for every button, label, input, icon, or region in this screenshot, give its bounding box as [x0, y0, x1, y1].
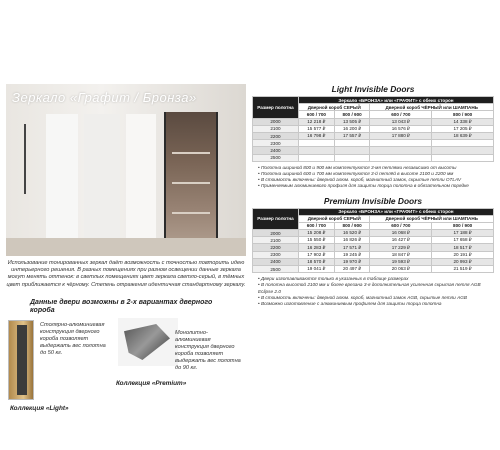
- price-cell: 20 063 ₽: [370, 266, 432, 273]
- price-cell: 12 218 ₽: [299, 118, 335, 125]
- size-header: Размер полотна: [253, 97, 299, 119]
- box-black-header: Дверной короб ЧЁРНЫЙ или ШАМПАНЬ: [370, 104, 494, 111]
- collection-premium-label: Коллекция «Premium»: [116, 380, 187, 387]
- size-cell: 2000: [253, 230, 299, 237]
- light-profile-image: [8, 320, 34, 400]
- size-cell: 2500: [253, 154, 299, 161]
- door-panel-graphic: [84, 114, 120, 256]
- width-header: 600 / 700: [299, 222, 335, 229]
- price-cell: 17 557 ₽: [334, 132, 370, 139]
- light-profile-text: Столярно-алюминиевая конструкция дверного короба позволяет выдержать вес полотна до 50 кг.: [40, 322, 106, 356]
- table-row: [253, 258, 494, 265]
- price-cell: 15 550 ₽: [299, 237, 335, 244]
- size-cell: 2200: [253, 244, 299, 251]
- size-header: Размер полотна: [253, 208, 299, 230]
- premium-notes: [258, 276, 494, 307]
- width-header: 600 / 700: [370, 222, 432, 229]
- price-cell: 16 520 ₽: [334, 230, 370, 237]
- table-row: [253, 125, 494, 132]
- price-tables: [252, 84, 494, 313]
- light-price-table: [252, 96, 494, 162]
- floor-lamp-graphic: [24, 124, 26, 194]
- width-header: 800 / 900: [432, 111, 494, 118]
- table-row: [253, 132, 494, 139]
- hero-title: Зеркало «Графит / Бронза»: [12, 90, 197, 105]
- door-panel-graphic: [126, 114, 156, 256]
- table-row: [253, 140, 494, 147]
- price-cell: 19 245 ₽: [334, 251, 370, 258]
- light-notes: [258, 165, 494, 190]
- size-cell: 2100: [253, 125, 299, 132]
- table-row: [253, 230, 494, 237]
- price-cell: 19 970 ₽: [334, 258, 370, 265]
- variants-heading: Данные двери возможны в 2-х вариантах дверного короба: [30, 299, 213, 314]
- width-header: 600 / 700: [370, 111, 432, 118]
- mirror-door-photo: [6, 84, 246, 256]
- mirror-description: Использование тонированных зеркал даёт возможность с точностью повторить идею интерьерного решения. В разных помещениях при разном освещении данные зеркала могут менять оттенок: в светлых помещениях цвет зеркала светло-серый, в тёмных цвет приближается к чёрному. Степень отражения идентичная стандартному зеркалу.: [6, 260, 246, 288]
- note-item: • Полотна шириной 800 и 900 мм комплектуются 3-мя петлями независимо от высоты: [258, 165, 494, 171]
- price-cell: 15 208 ₽: [299, 230, 335, 237]
- price-cell: 17 880 ₽: [370, 132, 432, 139]
- price-cell: 17 188 ₽: [432, 230, 494, 237]
- note-item: • Возможно изготовление с алюминиевым профилем для защиты торца полотна: [258, 301, 494, 307]
- price-cell: 18 517 ₽: [432, 244, 494, 251]
- note-item: • В полотна высотой 2100 мм и более врезана 3-я дополнительная усиленная скрытая петля AGB Eclipse 2.0: [258, 282, 494, 294]
- table-row: [253, 154, 494, 161]
- price-cell: 17 205 ₽: [432, 125, 494, 132]
- price-cell: 19 593 ₽: [370, 258, 432, 265]
- collection-light-label: Коллекция «Light»: [10, 405, 69, 412]
- size-cell: 2200: [253, 132, 299, 139]
- table-row: [253, 266, 494, 273]
- premium-section-title: Premium Invisible Doors: [323, 195, 423, 206]
- price-cell: 18 570 ₽: [299, 258, 335, 265]
- premium-price-table: [252, 208, 494, 274]
- price-cell: 16 068 ₽: [370, 230, 432, 237]
- box-gray-header: Дверной короб СЕРЫЙ: [299, 215, 370, 222]
- price-cell: 20 191 ₽: [432, 251, 494, 258]
- width-header: 800 / 900: [334, 222, 370, 229]
- light-section-title: Light Invisible Doors: [331, 84, 415, 94]
- price-cell: 20 497 ₽: [334, 266, 370, 273]
- premium-profile-text: Монолитно-алюминиевая конструкция дверного короба позволяет выдержать вес полотна до 90 кг.: [175, 330, 241, 371]
- price-cell: 21 519 ₽: [432, 266, 494, 273]
- width-header: 800 / 900: [432, 222, 494, 229]
- table-row: [253, 251, 494, 258]
- table-row: [253, 244, 494, 251]
- box-gray-header: Дверной короб СЕРЫЙ: [299, 104, 370, 111]
- bronze-mirror-door-graphic: [164, 112, 218, 256]
- price-cell: 16 576 ₽: [370, 125, 432, 132]
- size-cell: 2300: [253, 140, 299, 147]
- note-item: • Применяемым алюминиевого профиля для защиты торца полотна в обязательном порядке: [258, 183, 494, 189]
- size-cell: 2300: [253, 251, 299, 258]
- table-row: [253, 118, 494, 125]
- price-cell: 17 902 ₽: [299, 251, 335, 258]
- price-cell: 18 639 ₽: [432, 132, 494, 139]
- price-cell: 16 283 ₽: [299, 244, 335, 251]
- note-item: • В стоимость включены: дверной алюм. короб, магнитный замок, скрытые петли OTLAV: [258, 177, 494, 183]
- note-item: • Двери изготавливаются только в указанных в таблице размерах: [258, 276, 494, 282]
- price-cell: 19 041 ₽: [299, 266, 335, 273]
- price-cell: 16 798 ₽: [299, 132, 335, 139]
- table-row: [253, 237, 494, 244]
- price-cell: 20 993 ₽: [432, 258, 494, 265]
- mirror-header: Зеркало «БРОНЗА» или «ГРАФИТ» с обеих сторон: [299, 208, 494, 215]
- mirror-header: Зеркало «БРОНЗА» или «ГРАФИТ» с обеих сторон: [299, 97, 494, 104]
- premium-profile-image: [118, 318, 178, 366]
- price-cell: 14 338 ₽: [432, 118, 494, 125]
- price-cell: 17 229 ₽: [370, 244, 432, 251]
- box-black-header: Дверной короб ЧЁРНЫЙ или ШАМПАНЬ: [370, 215, 494, 222]
- note-item: • В стоимость включены: дверной алюм. короб, магнитный замок AGB, скрытые петли AGB: [258, 295, 494, 301]
- size-cell: 2000: [253, 118, 299, 125]
- size-cell: 2500: [253, 266, 299, 273]
- price-cell: 16 200 ₽: [334, 125, 370, 132]
- width-header: 800 / 900: [334, 111, 370, 118]
- size-cell: 2100: [253, 237, 299, 244]
- price-cell: 13 043 ₽: [370, 118, 432, 125]
- note-item: • Полотна шириной 600 и 700 мм комплектуются 3-й петлёй в высоте 2100 и 2200 мм: [258, 171, 494, 177]
- price-cell: 17 658 ₽: [432, 237, 494, 244]
- floor-graphic: [6, 238, 246, 256]
- price-cell: 13 505 ₽: [334, 118, 370, 125]
- price-cell: 17 571 ₽: [334, 244, 370, 251]
- price-cell: 16 427 ₽: [370, 237, 432, 244]
- door-panel-graphic: [46, 114, 78, 256]
- table-row: [253, 147, 494, 154]
- width-header: 600 / 700: [299, 111, 335, 118]
- size-cell: 2400: [253, 258, 299, 265]
- size-cell: 2400: [253, 147, 299, 154]
- price-cell: 18 847 ₽: [370, 251, 432, 258]
- price-cell: 15 577 ₽: [299, 125, 335, 132]
- price-cell: 16 826 ₽: [334, 237, 370, 244]
